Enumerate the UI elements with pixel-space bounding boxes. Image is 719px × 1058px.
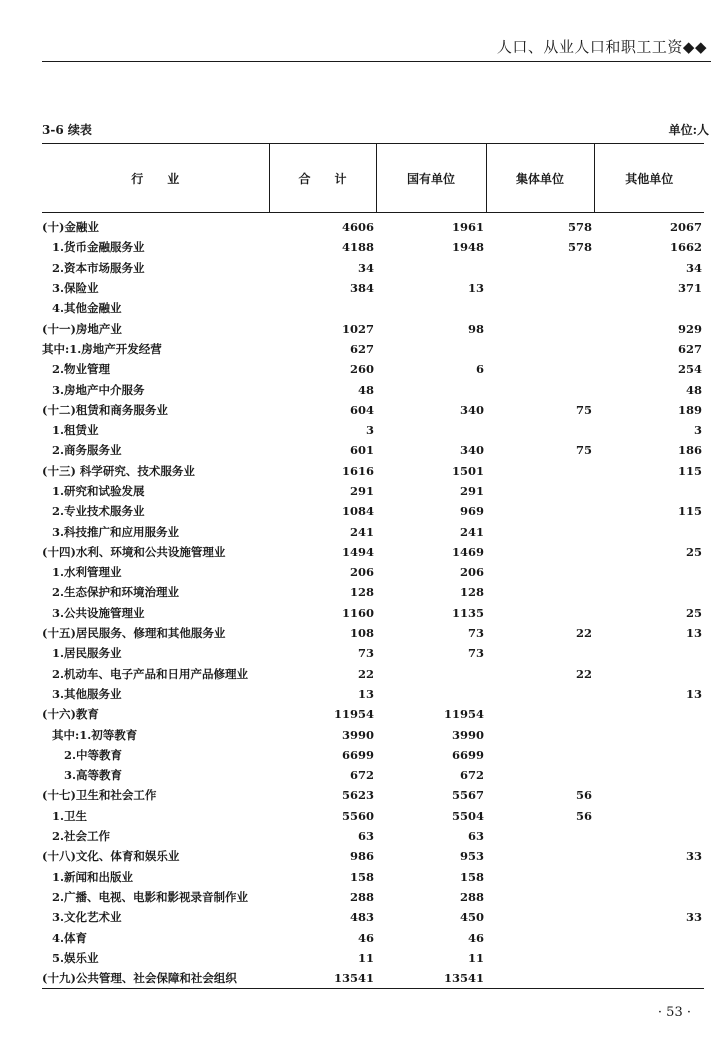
state-owned-cell: 340 [459,443,484,458]
column-header-state-owned: 国有单位 [376,144,486,213]
total-cell: 22 [357,666,374,681]
table-row [42,400,704,420]
total-cell: 672 [349,768,374,783]
table-row [42,664,704,684]
other-cell [594,481,704,501]
industry-cell: (十九)公共管理、社会保障和社会组织 [42,971,237,986]
collective-cell [486,501,594,521]
table-row [42,379,704,399]
state-owned-cell: 1135 [451,605,484,620]
industry-cell: 3.公共设施管理业 [52,605,145,620]
industry-cell: 2.广播、电视、电影和影视录音制作业 [52,889,249,904]
other-cell: 1662 [669,240,702,255]
other-cell [594,806,704,826]
collective-cell [486,724,594,744]
other-cell [594,948,704,968]
other-cell: 25 [685,605,702,620]
collective-cell [486,420,594,440]
industry-cell: (十五)居民服务、修理和其他服务业 [42,626,226,641]
collective-cell: 22 [575,666,592,681]
column-header-collective: 集体单位 [486,144,594,213]
industry-cell: (十一)房地产业 [42,321,122,336]
total-cell: 206 [349,565,374,580]
state-owned-cell [376,420,486,440]
industry-cell: 2.物业管理 [52,362,111,377]
total-cell: 34 [357,260,374,275]
collective-cell [486,968,594,989]
total-cell [269,298,376,318]
column-header-total: 合 计 [269,144,376,213]
industry-cell: 3.其他服务业 [52,686,122,701]
collective-cell [486,379,594,399]
total-cell: 288 [349,889,374,904]
state-owned-cell: 450 [459,910,484,925]
state-owned-cell: 46 [467,930,484,945]
table-row [42,440,704,460]
other-cell [594,968,704,989]
industry-cell: 1.货币金融服务业 [52,240,145,255]
table-row [42,237,704,257]
collective-cell [486,603,594,623]
table-row [42,765,704,785]
total-cell: 601 [349,443,374,458]
other-cell [594,664,704,684]
state-owned-cell: 953 [459,849,484,864]
collective-cell: 56 [575,788,592,803]
other-cell [594,745,704,765]
other-cell: 189 [677,402,702,417]
header-rule [42,61,711,62]
state-owned-cell [376,339,486,359]
other-cell: 254 [677,362,702,377]
state-owned-cell: 1501 [451,463,484,478]
collective-cell [486,948,594,968]
other-cell: 48 [685,382,702,397]
total-cell: 627 [349,341,374,356]
state-owned-cell [376,258,486,278]
collective-cell: 75 [575,402,592,417]
other-cell: 371 [677,281,702,296]
collective-cell: 56 [575,808,592,823]
state-owned-cell: 13541 [443,971,484,986]
industry-cell: 3.房地产中介服务 [52,382,145,397]
table-row [42,643,704,663]
other-cell: 34 [685,260,702,275]
table-row [42,704,704,724]
table-row [42,542,704,562]
industry-cell: 2.资本市场服务业 [52,260,145,275]
industry-cell: (十)金融业 [42,220,99,235]
total-cell: 1160 [341,605,374,620]
state-owned-cell: 73 [467,646,484,661]
industry-cell: (十六)教育 [42,707,99,722]
table-row [42,806,704,826]
other-cell [594,643,704,663]
table-row [42,582,704,602]
total-cell: 158 [349,869,374,884]
other-cell [594,927,704,947]
table-row [42,258,704,278]
state-owned-cell: 241 [459,524,484,539]
industry-cell: 1.卫生 [52,808,88,823]
total-cell: 3990 [341,727,374,742]
collective-cell [486,461,594,481]
table-row [42,968,704,989]
other-cell [594,562,704,582]
collective-cell: 22 [575,626,592,641]
other-cell: 627 [677,341,702,356]
industry-cell: 其中:1.初等教育 [52,727,138,742]
state-owned-cell: 13 [467,281,484,296]
state-owned-cell: 3990 [451,727,484,742]
state-owned-cell: 5567 [451,788,484,803]
table-row [42,927,704,947]
state-owned-cell: 672 [459,768,484,783]
state-owned-cell [376,684,486,704]
table-row [42,948,704,968]
other-cell [594,582,704,602]
state-owned-cell: 340 [459,402,484,417]
state-owned-cell: 63 [467,829,484,844]
table-row [42,521,704,541]
total-cell: 1616 [341,463,374,478]
collective-cell [486,481,594,501]
collective-cell [486,278,594,298]
total-cell: 1027 [341,321,374,336]
state-owned-cell: 11 [467,950,484,965]
industry-cell: 3.高等教育 [64,768,123,783]
total-cell: 5623 [341,788,374,803]
state-owned-cell: 206 [459,565,484,580]
industry-cell: 4.体育 [52,930,88,945]
other-cell [594,826,704,846]
total-cell: 46 [357,930,374,945]
page-number: · 53 · [657,1005,691,1020]
industry-cell: 2.社会工作 [52,829,111,844]
collective-cell [486,867,594,887]
table-row [42,278,704,298]
other-cell: 33 [685,849,702,864]
state-owned-cell [376,664,486,684]
collective-cell [486,521,594,541]
other-cell: 186 [677,443,702,458]
table-body [42,213,704,989]
industry-cell: 3.文化艺术业 [52,910,122,925]
industry-cell: (十七)卫生和社会工作 [42,788,157,803]
other-cell [594,785,704,805]
table-row [42,907,704,927]
state-owned-cell: 288 [459,889,484,904]
industry-cell: (十三) 科学研究、技术服务业 [42,463,195,478]
total-cell: 73 [357,646,374,661]
total-cell: 4606 [341,220,374,235]
industry-cell: 1.水利管理业 [52,565,122,580]
industry-cell: 1.研究和试验发展 [52,484,145,498]
total-cell: 604 [349,402,374,417]
total-cell: 5560 [341,808,374,823]
collective-cell [486,562,594,582]
state-owned-cell: 98 [467,321,484,336]
total-cell: 291 [349,484,374,498]
total-cell: 483 [349,910,374,925]
industry-cell: 2.商务服务业 [52,443,122,458]
other-cell [594,765,704,785]
collective-cell [486,359,594,379]
table-row [42,318,704,338]
state-owned-cell [376,379,486,399]
industry-cell: 1.新闻和出版业 [52,869,134,884]
collective-cell [486,298,594,318]
industry-cell: 5.娱乐业 [52,950,99,965]
other-cell: 13 [685,626,702,641]
industry-cell: (十八)文化、体育和娱乐业 [42,849,180,864]
table-row [42,826,704,846]
total-cell: 241 [349,524,374,539]
state-owned-cell: 158 [459,869,484,884]
collective-cell: 75 [575,443,592,458]
table-row [42,623,704,643]
collective-cell [486,582,594,602]
other-cell [594,298,704,318]
state-owned-cell: 1961 [451,220,484,235]
state-owned-cell: 1469 [451,544,484,559]
other-cell [594,521,704,541]
state-owned-cell: 291 [459,484,484,498]
total-cell: 384 [349,281,374,296]
state-owned-cell: 5504 [451,808,484,823]
table-row [42,724,704,744]
table-row [42,562,704,582]
total-cell: 13541 [333,971,374,986]
state-owned-cell: 73 [467,626,484,641]
collective-cell [486,318,594,338]
employment-table [42,143,704,989]
industry-cell: 2.专业技术服务业 [52,504,145,519]
total-cell: 986 [349,849,374,864]
table-row [42,867,704,887]
other-cell: 115 [677,504,702,519]
collective-cell [486,927,594,947]
industry-cell: (十四)水利、环境和公共设施管理业 [42,544,226,559]
state-owned-cell [376,298,486,318]
industry-cell: 2.中等教育 [64,747,123,762]
industry-cell: 3.保险业 [52,281,99,296]
table-row [42,887,704,907]
table-id: 3-6 续表 [42,123,92,137]
table-row [42,420,704,440]
total-cell: 260 [349,362,374,377]
other-cell [594,724,704,744]
total-cell: 6699 [341,747,374,762]
industry-cell: 4.其他金融业 [52,301,122,316]
unit-label: 单位:人 [668,123,709,137]
collective-cell [486,745,594,765]
table-row [42,785,704,805]
collective-cell: 578 [567,220,592,235]
collective-cell [486,339,594,359]
table-row [42,745,704,765]
collective-cell [486,826,594,846]
table-row [42,481,704,501]
state-owned-cell: 6 [475,362,484,377]
total-cell: 3 [365,423,374,438]
total-cell: 11954 [333,707,374,722]
state-owned-cell: 11954 [443,707,484,722]
total-cell: 11 [357,950,374,965]
table-row [42,684,704,704]
total-cell: 13 [357,686,374,701]
table-row [42,359,704,379]
table-row [42,213,704,238]
other-cell: 3 [693,423,702,438]
state-owned-cell: 1948 [451,240,484,255]
total-cell: 48 [357,382,374,397]
total-cell: 63 [357,829,374,844]
table-row [42,501,704,521]
collective-cell [486,704,594,724]
table-row [42,339,704,359]
total-cell: 1494 [341,544,374,559]
collective-cell [486,684,594,704]
industry-cell: 2.机动车、电子产品和日用产品修理业 [52,666,249,681]
collective-cell [486,907,594,927]
column-header-industry: 行 业 [42,144,269,213]
state-owned-cell: 128 [459,585,484,600]
table-row [42,846,704,866]
other-cell: 13 [685,686,702,701]
industry-cell: 2.生态保护和环境治理业 [52,585,180,600]
industry-cell: (十二)租赁和商务服务业 [42,402,168,417]
industry-cell: 3.科技推广和应用服务业 [52,524,180,539]
collective-cell [486,887,594,907]
column-header-other: 其他单位 [594,144,704,213]
industry-cell: 1.租赁业 [52,423,99,438]
running-head: 人口、从业人口和职工工资◆◆ [496,38,707,56]
collective-cell [486,258,594,278]
other-cell: 2067 [669,220,702,235]
table-row [42,461,704,481]
other-cell [594,867,704,887]
state-owned-cell: 969 [459,504,484,519]
other-cell: 115 [677,463,702,478]
collective-cell [486,643,594,663]
state-owned-cell: 6699 [451,747,484,762]
other-cell: 33 [685,910,702,925]
total-cell: 4188 [341,240,374,255]
table-row [42,603,704,623]
other-cell: 929 [677,321,702,336]
collective-cell [486,846,594,866]
collective-cell [486,542,594,562]
collective-cell [486,765,594,785]
industry-cell: 其中:1.房地产开发经营 [42,341,162,356]
other-cell [594,704,704,724]
total-cell: 128 [349,585,374,600]
other-cell: 25 [685,544,702,559]
collective-cell: 578 [567,240,592,255]
table-row [42,298,704,318]
other-cell [594,887,704,907]
total-cell: 1084 [341,504,374,519]
industry-cell: 1.居民服务业 [52,646,122,661]
total-cell: 108 [349,626,374,641]
header-row [42,144,704,213]
